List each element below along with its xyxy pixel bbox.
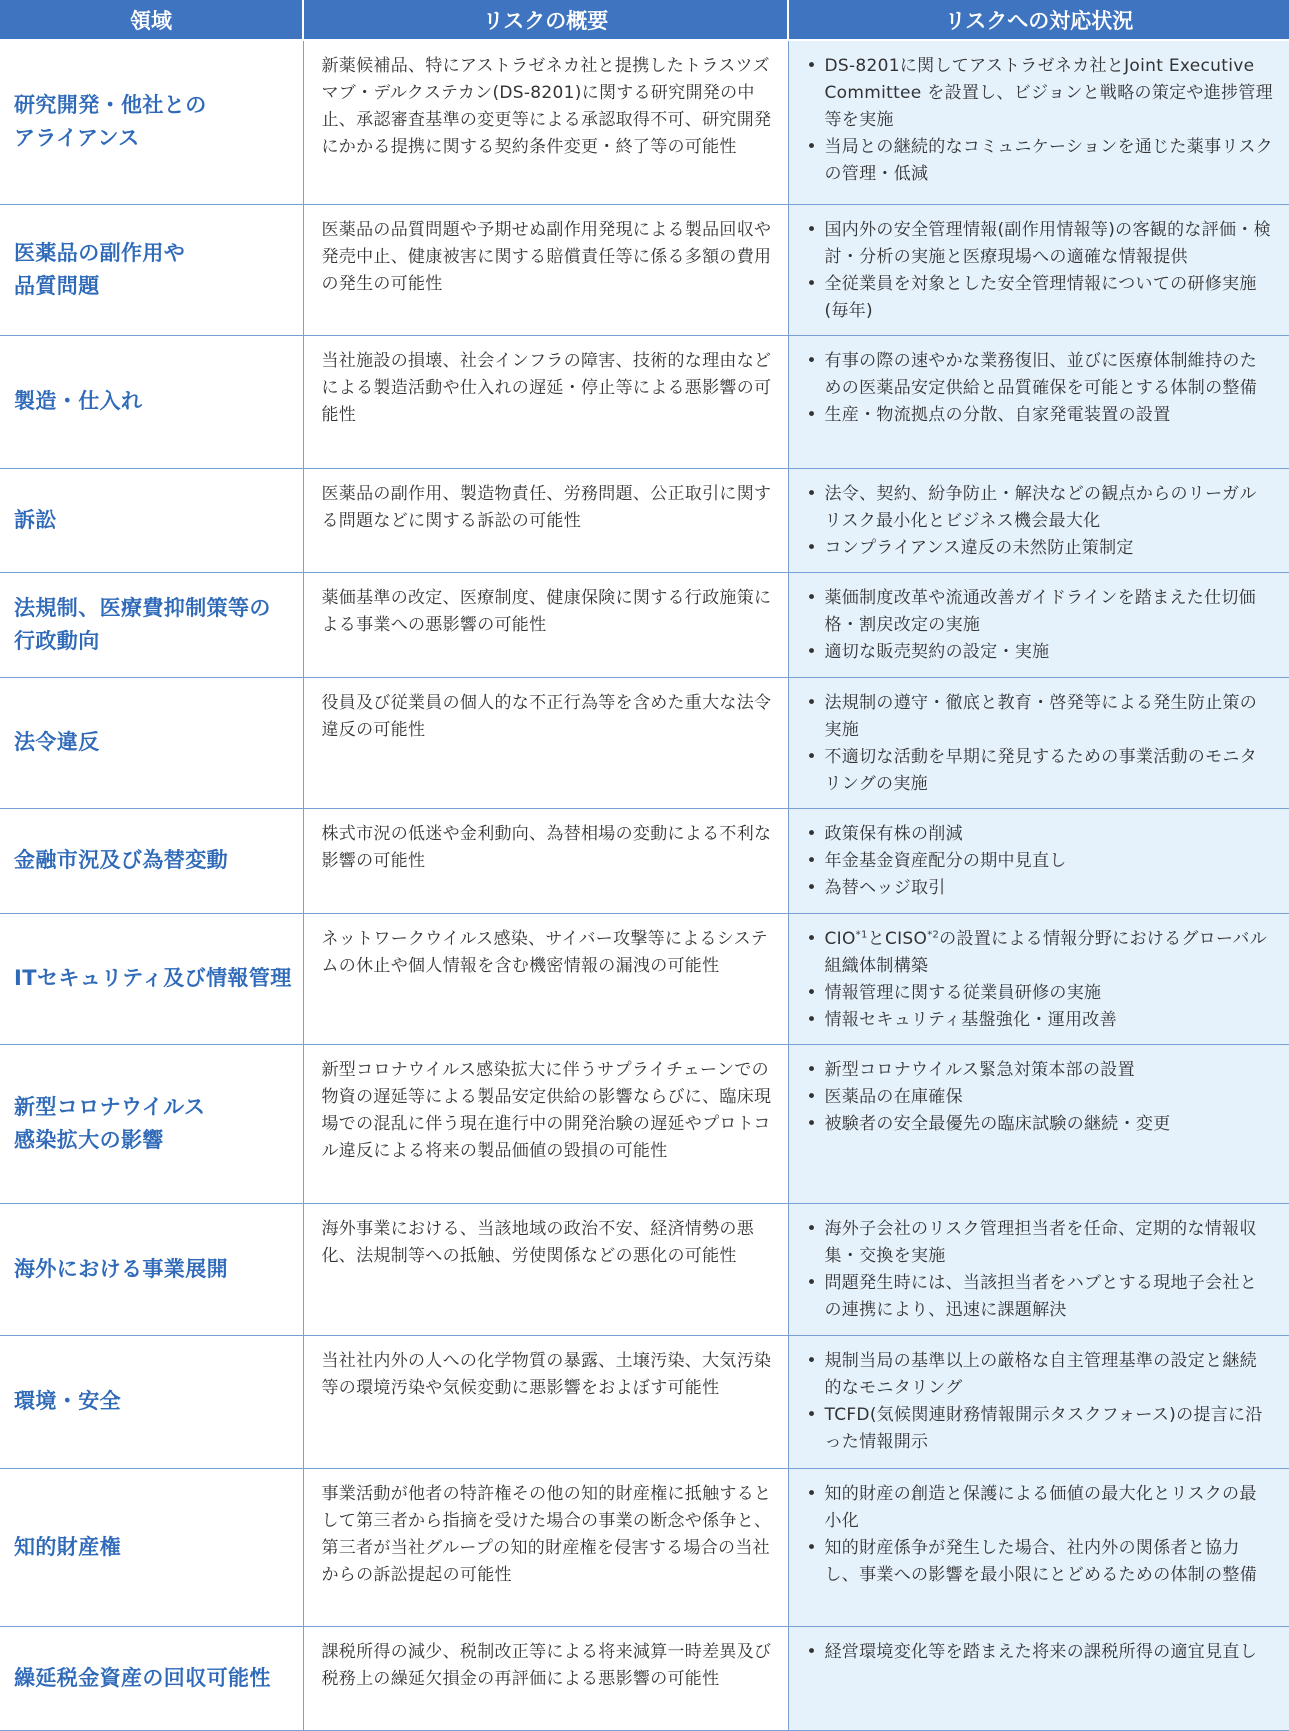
response-text: CIO xyxy=(824,928,856,949)
domain-label: 訴訟 xyxy=(14,507,57,532)
footnote-mark: *2 xyxy=(927,928,940,940)
domain-cell xyxy=(0,572,303,677)
footnote-mark: *1 xyxy=(855,928,868,940)
overview-cell: 医薬品の品質問題や予期せぬ副作用発現による製品回収や発売中止、健康被害に関する賠償責任等に係る多額の費用の発生の可能性 xyxy=(303,204,788,335)
domain-label: 法規制、医療費抑制策等の xyxy=(14,595,271,620)
response-item: • 知的財産の創造と保護による価値の最大化とリスクの最小化 xyxy=(801,1481,1274,1535)
table-row xyxy=(0,1203,1289,1335)
table-row xyxy=(0,1335,1289,1468)
domain-label: 品質問題 xyxy=(14,273,100,298)
response-text: の設置による情報分野におけるグローバル組織体制構築 xyxy=(824,928,1268,976)
domain-label: 研究開発・他社との xyxy=(14,93,207,118)
response-item: • 国内外の安全管理情報(副作用情報等)の客観的な評価・検討・分析の実施と医療現場への適確な情報提供 xyxy=(801,217,1274,271)
domain-cell xyxy=(0,1044,303,1203)
response-item: • 為替ヘッジ取引 xyxy=(801,875,1274,902)
response-item: • DS-8201に関してアストラゼネカ社とJoint Executive Committee を設置し、ビジョンと戦略の策定や進捗管理等を実施 xyxy=(801,53,1274,134)
response-cell xyxy=(788,913,1289,1044)
response-list xyxy=(801,821,1274,902)
domain-label: 海外における事業展開 xyxy=(14,1256,228,1281)
table-row xyxy=(0,572,1289,677)
overview-cell: 当社施設の損壊、社会インフラの障害、技術的な理由などによる製造活動や仕入れの遅延・停止等による悪影響の可能性 xyxy=(303,335,788,468)
table-row xyxy=(0,1626,1289,1730)
overview-cell: 株式市況の低迷や金利動向、為替相場の変動による不利な影響の可能性 xyxy=(303,808,788,913)
response-list xyxy=(801,217,1274,325)
overview-cell: 新型コロナウイルス感染拡大に伴うサプライチェーンでの物資の遅延等による製品安定供給の影響ならびに、臨床現場での混乱に伴う現在進行中の開発治験の遅延やプロトコル違反による将来の製品価値の毀損の可能性 xyxy=(303,1044,788,1203)
domain-cell xyxy=(0,204,303,335)
response-cell xyxy=(788,677,1289,808)
domain-label: アライアンス xyxy=(14,126,140,151)
domain-label: ITセキュリティ及び情報管理 xyxy=(14,966,292,990)
response-item: • 新型コロナウイルス緊急対策本部の設置 xyxy=(801,1057,1274,1084)
domain-label: 製造・仕入れ xyxy=(14,389,143,413)
overview-cell: 事業活動が他者の特許権その他の知的財産権に抵触するとして第三者から指摘を受けた場合の事業の断念や係争と、第三者が当社グループの知的財産権を侵害する場合の当社からの訴訟提起の可能性 xyxy=(303,1468,788,1626)
header-overview: リスクの概要 xyxy=(303,0,788,40)
response-item: • 全従業員を対象とした安全管理情報についての研修実施(毎年) xyxy=(801,271,1274,325)
domain-label: 医薬品の副作用や xyxy=(14,240,186,265)
domain-label: 感染拡大の影響 xyxy=(14,1127,164,1152)
response-item: • 不適切な活動を早期に発見するための事業活動のモニタリングの実施 xyxy=(801,744,1274,798)
table-row xyxy=(0,1468,1289,1626)
response-item: • 経営環境変化等を踏まえた将来の課税所得の適宜見直し xyxy=(801,1639,1274,1666)
table-row xyxy=(0,204,1289,335)
domain-label: 環境・安全 xyxy=(14,1389,121,1413)
response-cell xyxy=(788,1626,1289,1730)
domain-label: 新型コロナウイルス xyxy=(14,1094,206,1119)
overview-cell: 課税所得の減少、税制改正等による将来減算一時差異及び税務上の繰延欠損金の再評価による悪影響の可能性 xyxy=(303,1626,788,1730)
response-item: • 知的財産係争が発生した場合、社内外の関係者と協力し、事業への影響を最小限にとどめるための体制の整備 xyxy=(801,1535,1274,1589)
response-list xyxy=(801,690,1274,798)
domain-label: 知的財産権 xyxy=(14,1534,121,1559)
response-cell xyxy=(788,1203,1289,1335)
response-item xyxy=(801,926,1274,980)
overview-cell: 当社社内外の人への化学物質の暴露、土壌汚染、大気汚染等の環境汚染や気候変動に悪影響をおよぼす可能性 xyxy=(303,1335,788,1468)
response-list xyxy=(801,348,1274,429)
response-cell xyxy=(788,1468,1289,1626)
response-item: • 医薬品の在庫確保 xyxy=(801,1084,1274,1111)
response-list xyxy=(801,53,1274,188)
domain-cell xyxy=(0,40,303,204)
domain-label: 行政動向 xyxy=(14,628,100,653)
response-cell xyxy=(788,468,1289,572)
response-cell xyxy=(788,1044,1289,1203)
response-item: • TCFD(気候関連財務情報開示タスクフォース)の提言に沿った情報開示 xyxy=(801,1402,1274,1456)
domain-cell xyxy=(0,1468,303,1626)
response-item: • 法規制の遵守・徹底と教育・啓発等による発生防止策の実施 xyxy=(801,690,1274,744)
domain-label: 金融市況及び為替変動 xyxy=(14,848,228,872)
response-cell xyxy=(788,572,1289,677)
overview-cell: 役員及び従業員の個人的な不正行為等を含めた重大な法令違反の可能性 xyxy=(303,677,788,808)
domain-cell xyxy=(0,913,303,1044)
table-row xyxy=(0,913,1289,1044)
response-item: • 法令、契約、紛争防止・解決などの観点からのリーガルリスク最小化とビジネス機会最大化 xyxy=(801,481,1274,535)
domain-cell xyxy=(0,468,303,572)
response-item: • 問題発生時には、当該担当者をハブとする現地子会社との連携により、迅速に課題解決 xyxy=(801,1270,1274,1324)
domain-cell xyxy=(0,808,303,913)
overview-cell: ネットワークウイルス感染、サイバー攻撃等によるシステムの休止や個人情報を含む機密情報の漏洩の可能性 xyxy=(303,913,788,1044)
header-response: リスクへの対応状況 xyxy=(788,0,1289,40)
table-row xyxy=(0,1044,1289,1203)
overview-cell: 新薬候補品、特にアストラゼネカ社と提携したトラスツズマブ・デルクステカン(DS-8201)に関する研究開発の中止、承認審査基準の変更等による承認取得不可、研究開発にかかる提携に関する契約条件変更・終了等の可能性 xyxy=(303,40,788,204)
response-list xyxy=(801,1639,1274,1666)
response-item: • 当局との継続的なコミュニケーションを通じた薬事リスクの管理・低減 xyxy=(801,134,1274,188)
response-item: • 年金基金資産配分の期中見直し xyxy=(801,848,1274,875)
domain-label: 法令違反 xyxy=(14,730,100,754)
response-item: • 政策保有株の削減 xyxy=(801,821,1274,848)
response-item: • 生産・物流拠点の分散、自家発電装置の設置 xyxy=(801,402,1274,429)
domain-cell xyxy=(0,1203,303,1335)
response-item: • 情報セキュリティ基盤強化・運用改善 xyxy=(801,1007,1274,1034)
domain-label: 繰延税金資産の回収可能性 xyxy=(14,1665,271,1690)
domain-cell xyxy=(0,1626,303,1730)
table-row xyxy=(0,808,1289,913)
domain-cell xyxy=(0,1335,303,1468)
response-cell xyxy=(788,40,1289,204)
header-domain: 領域 xyxy=(0,0,303,40)
response-item: • 適切な販売契約の設定・実施 xyxy=(801,639,1274,666)
response-list xyxy=(801,1481,1274,1589)
response-list xyxy=(801,1057,1274,1138)
response-item: • 被験者の安全最優先の臨床試験の継続・変更 xyxy=(801,1111,1274,1138)
response-item: • 規制当局の基準以上の厳格な自主管理基準の設定と継続的なモニタリング xyxy=(801,1348,1274,1402)
response-item: • コンプライアンス違反の未然防止策制定 xyxy=(801,535,1274,562)
response-list xyxy=(801,1216,1274,1324)
response-item: • 有事の際の速やかな業務復旧、並びに医療体制維持のための医薬品安定供給と品質確保を可能とする体制の整備 xyxy=(801,348,1274,402)
response-cell xyxy=(788,204,1289,335)
domain-cell xyxy=(0,677,303,808)
header-row xyxy=(0,0,1289,40)
response-list xyxy=(801,585,1274,666)
table-row xyxy=(0,677,1289,808)
response-item: • 海外子会社のリスク管理担当者を任命、定期的な情報収集・交換を実施 xyxy=(801,1216,1274,1270)
table-row xyxy=(0,40,1289,204)
overview-cell: 医薬品の副作用、製造物責任、労務問題、公正取引に関する問題などに関する訴訟の可能性 xyxy=(303,468,788,572)
response-item: • 薬価制度改革や流通改善ガイドラインを踏まえた仕切価格・割戻改定の実施 xyxy=(801,585,1274,639)
domain-cell xyxy=(0,335,303,468)
response-text: とCISO xyxy=(867,928,928,949)
response-cell xyxy=(788,1335,1289,1468)
table-row xyxy=(0,335,1289,468)
response-list xyxy=(801,481,1274,562)
response-list xyxy=(801,1348,1274,1456)
response-cell xyxy=(788,335,1289,468)
response-cell xyxy=(788,808,1289,913)
overview-cell: 海外事業における、当該地域の政治不安、経済情勢の悪化、法規制等への抵触、労使関係などの悪化の可能性 xyxy=(303,1203,788,1335)
response-item: • 情報管理に関する従業員研修の実施 xyxy=(801,980,1274,1007)
table-row xyxy=(0,468,1289,572)
response-list xyxy=(801,926,1274,1034)
overview-cell: 薬価基準の改定、医療制度、健康保険に関する行政施策による事業への悪影響の可能性 xyxy=(303,572,788,677)
